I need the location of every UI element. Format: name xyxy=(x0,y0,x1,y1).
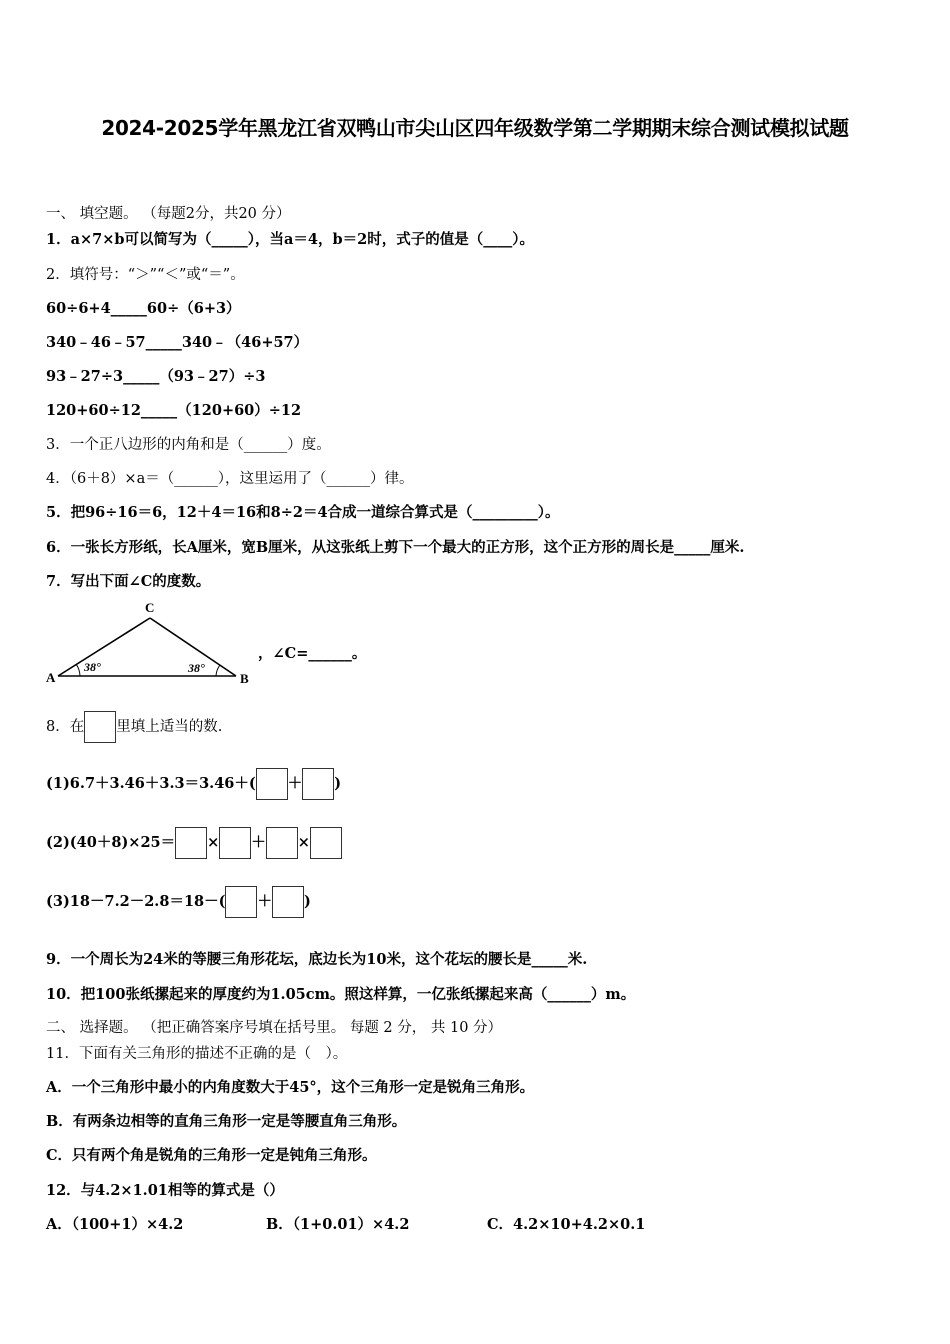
question-2-line-4: 120+60÷12_____（120+60）÷12 xyxy=(46,402,302,419)
question-11-stem: 11．下面有关三角形的描述不正确的是（ ）。 xyxy=(46,1046,348,1062)
answer-box[interactable] xyxy=(272,886,304,918)
q8-p3-suffix: ) xyxy=(303,893,311,910)
question-6: 6．一张长方形纸，长A厘米，宽B厘米，从这张纸上剪下一个最大的正方形，这个正方形的周长是_____厘米. xyxy=(46,539,745,556)
question-8-part-2 xyxy=(46,826,342,860)
question-2-line-3: 93﹣27÷3_____（93﹣27）÷3 xyxy=(46,368,266,385)
q8-p2-op3: × xyxy=(297,834,310,851)
question-9: 9．一个周长为24米的等腰三角形花坛，底边长为10米，这个花坛的腰长是_____米. xyxy=(46,951,588,968)
angle-a-label: 38° xyxy=(84,660,101,674)
question-12-option-b: B．（1+0.01）×4.2 xyxy=(266,1216,410,1233)
section-2-heading: 二、 选择题。 （把正确答案序号填在括号里。 每题 2 分， 共 10 分） xyxy=(46,1020,503,1036)
question-5: 5．把96÷16＝6，12＋4＝16和8÷2＝4合成一道综合算式是（_________）。 xyxy=(46,504,560,521)
question-11-option-c: C．只有两个角是锐角的三角形一定是钝角三角形。 xyxy=(46,1147,377,1164)
q8-p3-op: ＋ xyxy=(257,893,272,910)
question-12-option-c: C．4.2×10+4.2×0.1 xyxy=(487,1216,646,1233)
answer-box[interactable] xyxy=(266,827,298,859)
question-2-stem: 2．填符号：“＞”“＜”或“＝”。 xyxy=(46,267,245,283)
question-2-line-1: 60÷6+4_____60÷（6+3） xyxy=(46,300,241,317)
answer-box[interactable] xyxy=(225,886,257,918)
question-10: 10．把100张纸摞起来的厚度约为1.05cm。照这样算，一亿张纸摞起来高（______）m。 xyxy=(46,986,636,1003)
question-1: 1．a×7×b可以简写为（_____），当a＝4，b＝2时，式子的值是（____）。 xyxy=(46,231,534,248)
page-title: 2024-2025学年黑龙江省双鸭山市尖山区四年级数学第二学期期末综合测试模拟试题 xyxy=(101,116,849,140)
triangle-side-ac xyxy=(58,618,150,676)
question-11-option-b: B．有两条边相等的直角三角形一定是等腰直角三角形。 xyxy=(46,1113,407,1130)
q8-p2-op1: × xyxy=(207,834,220,851)
angle-b-label: 38° xyxy=(188,661,205,675)
answer-box[interactable] xyxy=(310,827,342,859)
section-1-heading: 一、 填空题。 （每题2分，共20 分） xyxy=(46,206,291,222)
question-7-answer: ，∠C=______。 xyxy=(258,645,367,662)
vertex-c-label: C xyxy=(145,600,155,615)
blank-box xyxy=(84,711,116,743)
question-8-stem xyxy=(46,710,222,744)
question-8-stem-after: 里填上适当的数. xyxy=(116,719,223,735)
question-8-part-3 xyxy=(46,885,311,919)
angle-b-arc xyxy=(216,665,220,676)
q8-p2-prefix: (2)(40＋8)×25＝ xyxy=(46,834,176,851)
question-3: 3．一个正八边形的内角和是（______）度。 xyxy=(46,437,331,453)
answer-box[interactable] xyxy=(302,768,334,800)
angle-a-arc xyxy=(76,664,80,676)
q8-p3-prefix: (3)18－7.2－2.8＝18－( xyxy=(46,893,226,910)
question-7-stem: 7．写出下面∠C的度数。 xyxy=(46,573,211,590)
question-2-line-2: 340﹣46﹣57_____340﹣（46+57） xyxy=(46,334,309,351)
question-12-stem: 12．与4.2×1.01相等的算式是（） xyxy=(46,1182,284,1199)
question-8-stem-before: 8．在 xyxy=(46,719,85,735)
q8-p1-suffix: ) xyxy=(334,775,342,792)
q8-p1-op: ＋ xyxy=(287,775,303,792)
answer-box[interactable] xyxy=(219,827,251,859)
triangle-figure xyxy=(46,598,256,688)
answer-box[interactable] xyxy=(256,768,288,800)
question-12-option-a: A．（100+1）×4.2 xyxy=(46,1216,184,1233)
question-4: 4．（6＋8）×a＝（______），这里运用了（______）律。 xyxy=(46,471,414,487)
question-11-option-a: A．一个三角形中最小的内角度数大于45°，这个三角形一定是锐角三角形。 xyxy=(46,1079,535,1096)
q8-p1-prefix: (1)6.7＋3.46＋3.3＝3.46＋( xyxy=(46,775,256,792)
q8-p2-op2: ＋ xyxy=(251,834,266,851)
question-8-part-1 xyxy=(46,767,341,801)
vertex-a-label: A xyxy=(46,670,56,685)
answer-box[interactable] xyxy=(175,827,207,859)
vertex-b-label: B xyxy=(240,671,249,686)
